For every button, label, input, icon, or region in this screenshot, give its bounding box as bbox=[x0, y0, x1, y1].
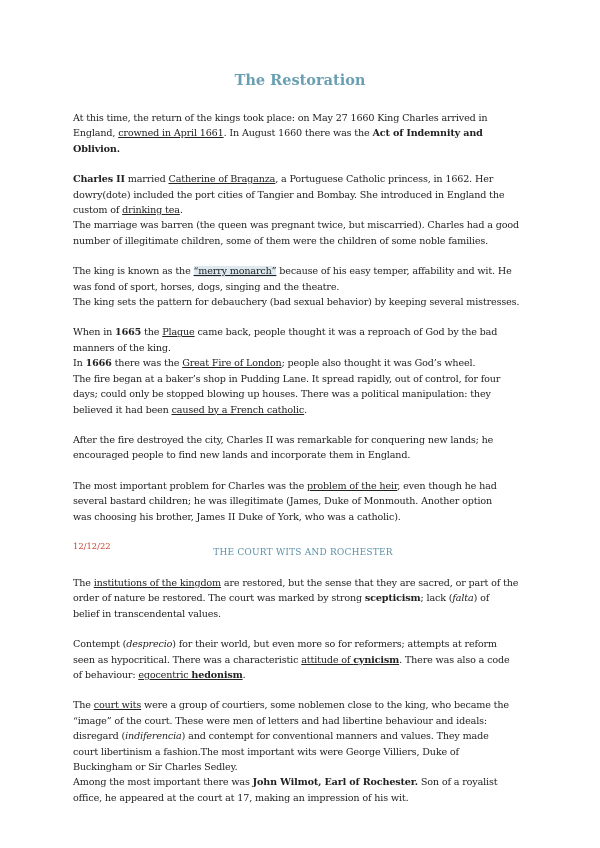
text-run: , a Portuguese Catholic princess, in 1662. Her bbox=[275, 174, 494, 186]
text-line bbox=[73, 775, 533, 790]
underlined-text: court wits bbox=[93, 700, 142, 712]
underlined-text: Plague bbox=[162, 327, 195, 339]
paragraph-merry-monarch bbox=[73, 264, 533, 310]
text-run: . There was also a code bbox=[399, 654, 510, 666]
text-run: . bbox=[304, 404, 307, 416]
text-run: ; lack ( bbox=[420, 593, 453, 605]
text-line bbox=[73, 745, 533, 760]
date-label: 12/12/22 bbox=[73, 540, 111, 551]
text-line bbox=[73, 126, 533, 141]
text-line bbox=[73, 387, 533, 402]
text-run: of behaviour: bbox=[73, 669, 139, 681]
text-line bbox=[73, 341, 533, 356]
underlined-text: drinking tea bbox=[122, 205, 180, 217]
text-line bbox=[73, 433, 533, 448]
text-run: . In August 1660 there was the bbox=[223, 128, 373, 140]
text-run: egocentric bbox=[138, 669, 192, 681]
bold-term: John Wilmot, Earl of Rochester. bbox=[252, 777, 418, 789]
text-line bbox=[73, 372, 533, 387]
text-run: dowry(dote) included the port cities of Tangier and Bombay. She introduced in England the bbox=[73, 189, 505, 201]
underlined-text: caused by a French catholic bbox=[171, 404, 305, 416]
text-line bbox=[73, 280, 533, 295]
text-run: was choosing his brother, James II Duke of York, who was a catholic). bbox=[73, 511, 401, 523]
text-run: . bbox=[179, 205, 183, 217]
text-line bbox=[73, 714, 533, 729]
text-run: The most important problem for Charles was the bbox=[73, 480, 307, 492]
page-title: The Restoration bbox=[234, 72, 366, 89]
text-line bbox=[73, 479, 533, 494]
bold-term: Act of Indemnity and bbox=[372, 128, 483, 140]
text-line bbox=[73, 356, 533, 371]
text-run: order of nature be restored. The court was marked by strong bbox=[73, 593, 365, 605]
underlined-text bbox=[301, 655, 399, 666]
text-line bbox=[73, 111, 533, 126]
text-run: ; people also thought it was God’s wheel. bbox=[281, 358, 476, 370]
text-run: number of illegitimate children, some of them were the children of some noble families. bbox=[73, 235, 489, 247]
text-line bbox=[73, 295, 533, 310]
text-run: The king is known as the bbox=[73, 266, 194, 278]
text-line bbox=[73, 760, 533, 775]
text-line bbox=[73, 653, 533, 668]
text-run: days; could only be stopped blowing up houses. There was a political manipulation: they bbox=[73, 389, 491, 401]
text-line bbox=[73, 729, 533, 744]
paragraph-court-wits bbox=[73, 698, 533, 806]
text-line bbox=[73, 494, 533, 509]
underlined-text: problem of the heir bbox=[307, 480, 398, 492]
text-run: believed it had been bbox=[73, 404, 172, 416]
paragraph-restoration-intro bbox=[73, 111, 533, 157]
text-run: ) of bbox=[473, 593, 490, 605]
text-run: , even though he had bbox=[397, 480, 497, 492]
text-line bbox=[73, 637, 533, 652]
text-line bbox=[73, 172, 533, 187]
text-run: disregard ( bbox=[73, 731, 126, 743]
text-line bbox=[73, 448, 533, 463]
text-run: After the fire destroyed the city, Charles II was remarkable for conquering new lands; he bbox=[73, 434, 494, 446]
text-run: When in bbox=[73, 327, 116, 339]
text-run: encouraged people to find new lands and incorporate them in England. bbox=[73, 450, 411, 462]
text-line bbox=[73, 264, 533, 279]
underlined-text: Great Fire of London bbox=[182, 358, 282, 370]
section-subtitle: THE COURT WITS AND ROCHESTER bbox=[213, 547, 393, 558]
text-run: married bbox=[124, 174, 169, 186]
text-line bbox=[73, 510, 533, 525]
text-run: Contempt ( bbox=[73, 639, 127, 651]
text-line bbox=[73, 188, 533, 203]
text-run: several bastard children; he was illegitimate (James, Duke of Monmouth. Another option bbox=[73, 496, 493, 508]
underlined-text: crowned in April 1661 bbox=[118, 128, 224, 140]
text-run: “image” of the court. These were men of letters and had libertine behaviour and ideals: bbox=[73, 715, 487, 727]
text-line bbox=[73, 142, 533, 157]
text-run: England, bbox=[73, 128, 119, 140]
bold-term: hedonism bbox=[191, 669, 243, 681]
text-run: Buckingham or Sir Charles Sedley. bbox=[73, 762, 238, 773]
text-line bbox=[73, 698, 533, 713]
text-line bbox=[73, 234, 533, 249]
text-run: The fire began at a baker’s shop in Pudding Lane. It spread rapidly, out of control, for four bbox=[73, 373, 501, 385]
text-run: were a group of courtiers, some noblemen close to the king, who became the bbox=[141, 700, 509, 712]
text-run: the bbox=[141, 327, 163, 339]
text-run: Among the most important there was bbox=[73, 777, 253, 789]
italic-term: indiferencia bbox=[125, 731, 182, 743]
text-run: ) for their world, but even more so for reformers; attempts at reform bbox=[172, 639, 497, 651]
paragraph-heir-problem bbox=[73, 479, 533, 525]
text-run: manners of the king. bbox=[73, 342, 171, 354]
text-run: Son of a royalist bbox=[417, 777, 498, 789]
text-line bbox=[73, 576, 533, 591]
bold-term: 1665 bbox=[115, 327, 142, 339]
text-run: attitude of bbox=[301, 654, 354, 666]
text-run: seen as hypocritical. There was a characteristic bbox=[73, 654, 302, 666]
text-line bbox=[73, 591, 533, 606]
text-line bbox=[73, 403, 533, 418]
italic-term: desprecio bbox=[126, 639, 173, 651]
text-run: The bbox=[73, 700, 94, 712]
italic-term: falta bbox=[452, 593, 474, 605]
bold-term: Charles II bbox=[73, 174, 125, 186]
text-run: belief in transcendental values. bbox=[73, 608, 221, 620]
bold-term: cynicism bbox=[353, 654, 400, 666]
underlined-text bbox=[138, 670, 242, 681]
text-line bbox=[73, 668, 533, 683]
paragraph-institutions bbox=[73, 576, 533, 622]
document-body bbox=[73, 111, 533, 821]
underlined-text: Catherine of Braganza bbox=[168, 174, 276, 186]
text-run: came back, people thought it was a reproach of God by the bad bbox=[194, 327, 498, 339]
bold-term: 1666 bbox=[85, 358, 112, 370]
text-run: ) and contempt for conventional manners and values. They made bbox=[181, 731, 489, 743]
bold-term: scepticism bbox=[364, 593, 421, 605]
underlined-text: institutions of the kingdom bbox=[93, 577, 222, 589]
paragraph-contempt bbox=[73, 637, 533, 683]
text-run: because of his easy temper, affability and wit. He bbox=[276, 266, 512, 278]
text-run: In bbox=[73, 358, 86, 370]
text-run: court libertinism a fashion.The most important wits were George Villiers, Duke of bbox=[73, 746, 459, 758]
bold-term: Oblivion. bbox=[73, 143, 120, 155]
text-run: are restored, but the sense that they are sacred, or part of the bbox=[221, 577, 519, 589]
text-run: office, he appeared at the court at 17, making an impression of his wit. bbox=[73, 792, 409, 804]
text-run: custom of bbox=[73, 205, 123, 217]
text-line bbox=[73, 607, 533, 622]
text-run: was fond of sport, horses, dogs, singing and the theatre. bbox=[73, 281, 340, 293]
paragraph-charles-marriage bbox=[73, 172, 533, 249]
paragraph-new-lands bbox=[73, 433, 533, 464]
text-line bbox=[73, 791, 533, 806]
highlighted-text: “merry monarch” bbox=[193, 266, 277, 278]
text-run: The king sets the pattern for debauchery (bad sexual behavior) by keeping several mistresses. bbox=[73, 297, 520, 309]
paragraph-plague-fire bbox=[73, 325, 533, 417]
text-run: . bbox=[242, 669, 246, 681]
text-line bbox=[73, 203, 533, 218]
text-run: there was the bbox=[111, 358, 183, 370]
text-run: At this time, the return of the kings took place: on May 27 1660 King Charles arrived in bbox=[73, 113, 488, 124]
text-run: The bbox=[73, 577, 94, 589]
text-line bbox=[73, 218, 533, 233]
text-line bbox=[73, 325, 533, 340]
text-run: The marriage was barren (the queen was pregnant twice, but miscarried). Charles had a good bbox=[73, 220, 519, 232]
